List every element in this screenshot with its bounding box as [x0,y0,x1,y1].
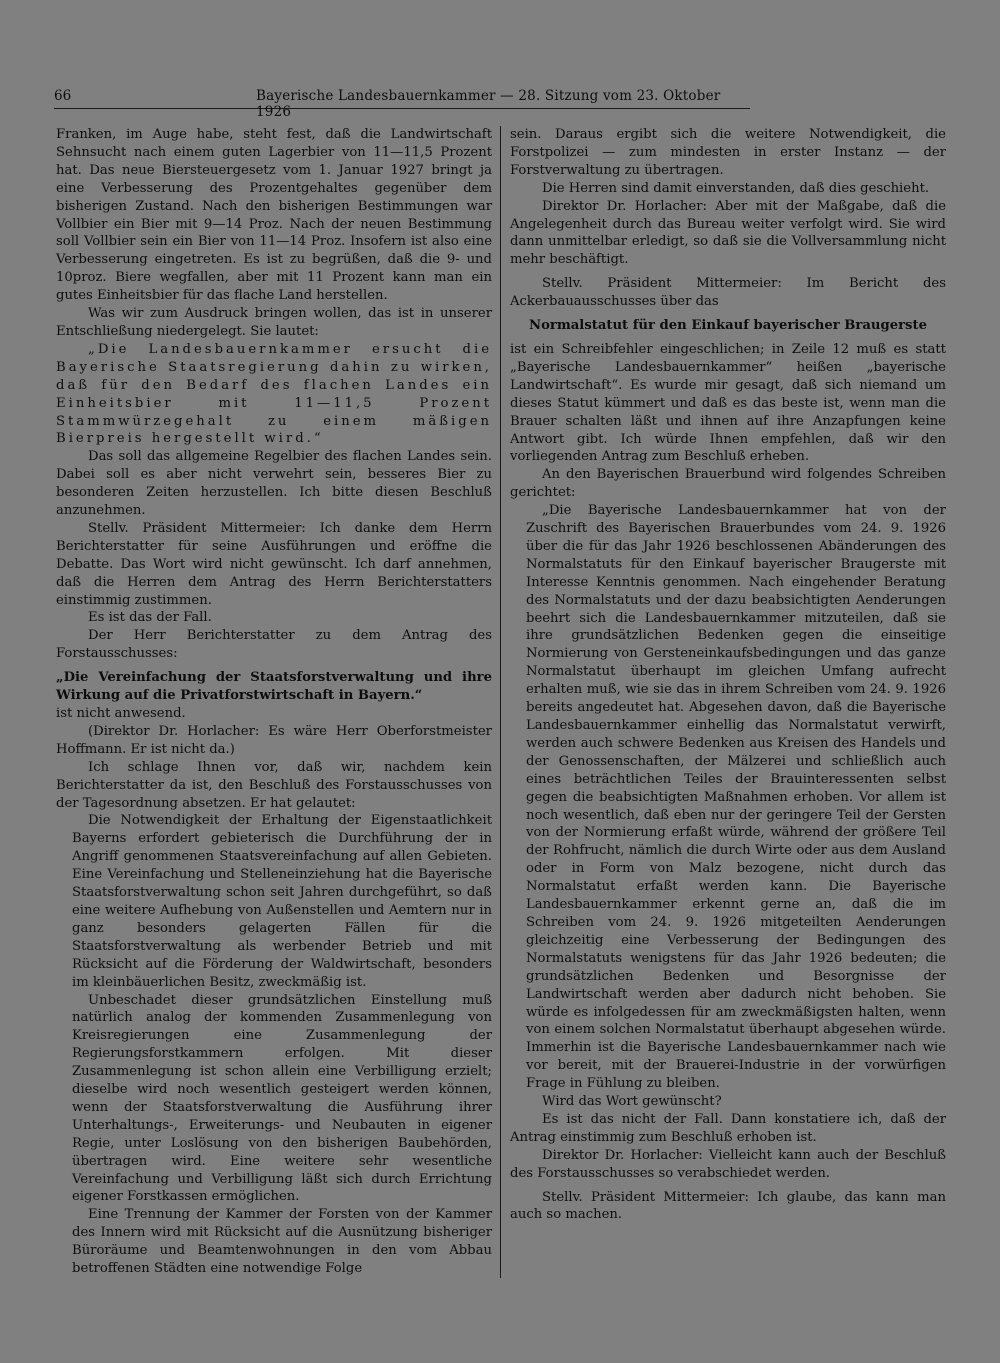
speaker-paragraph: Direktor Dr. Horlacher: Aber mit der Maßgabe, daß die Angelegenheit durch das Bureau weiter verfolgt wird. Sie wird dann unmittelbar erledigt, so daß sie die Vollversammlung nicht mehr beschäftigt. [510,198,946,268]
speaker-paragraph: Stellv. Präsident Mittermeier: Ich danke dem Herrn Berichterstatter für seine Ausführungen und eröffne die Debatte. Das Wort wird nicht gewünscht. Ich darf annehmen, daß die Herren dem Antrag des Herrn Berichterstatters einstimmig zustimmen. [56,520,492,608]
running-title: Bayerische Landesbauernkammer — 28. Sitzung vom 23. Oktober 1926 [256,88,721,120]
paragraph: Ich schlage Ihnen vor, daß wir, nachdem kein Berichterstatter da ist, den Beschluß des Forstausschusses von der Tagesordnung absetzen. Er hat gelautet: [56,759,492,811]
quoted-resolution: Die Notwendigkeit der Erhaltung der Eigenstaatlichkeit Bayerns erfordert gebieterisch die Durchführung der in Angriff genommenen Staatsvereinfachung auf allen Gebieten. Eine Vereinfachung und Stelleneinziehung hat die Bayerische Staatsforstverwaltung schon seit Jahren durchgeführt, so daß eine weitere Aufhebung von Außenstellen und Aemtern nur in ganz besonders gelagerten Fällen für die Staatsforstverwaltung als werbender Betrieb und mit Rücksicht auf die Förderung der Waldwirtschaft, besonders im kleinbäuerlichen Besitz, zweckmäßig ist. [72,813,492,990]
column-divider [500,126,501,1278]
motion-title: „Die Vereinfachung der Staatsforstverwaltung und ihre Wirkung auf die Privatforstwirtschaft in Bayern.“ [56,670,492,704]
paragraph: Es ist das der Fall. [88,610,212,626]
paragraph: Franken, im Auge habe, steht fest, daß die Landwirtschaft Sehnsucht nach einem guten Lagerbier von 11—11,5 Prozent hat. Das neue Biersteuergesetz vom 1. Januar 1927 bringt ja eine Verbesserung des Prozentgehaltes gegenüber dem bisherigen Zustand. Nach den bisherigen Bestimmungen war Vollbier ein Bier mit 9—14 Proz. Nach der neuen Bestimmung soll Vollbier sein ein Bier von 11—14 Proz. Insofern ist also eine Verbesserung eingetreten. Es ist zu begrüßen, daß die 9- und 10proz. Biere wegfallen, aber mit 11 Prozent kann man ein gutes Einheitsbier für das flache Land herstellen. [56,127,492,304]
speaker-paragraph: Stellv. Präsident Mittermeier: Im Bericht des Ackerbauausschusses über das [510,276,946,310]
right-column [510,126,946,1224]
left-column [56,126,492,1278]
speaker-paragraph: Stellv. Präsident Mittermeier: Ich glaube, das kann man auch so machen. [510,1189,946,1223]
quoted-resolution: Unbeschadet dieser grundsätzlichen Einstellung muß natürlich analog der kommenden Zusammenlegung von Kreisregierungen eine Zusammenlegung der Regierungsforstkammern erfolgen. Mit dieser Zusammenlegung ist schon allein eine Verbilligung erzielt; dieselbe wird noch wesentlich gesteigert werden können, wenn der Staatsforstverwaltung die Ausführung ihrer Unterhaltungs-, Erweiterungs- und Neubauten in eigener Regie, unter Loslösung von den bisherigen Baubehörden, übertragen wird. Eine weitere sehr wesentliche Vereinfachung und Verbilligung läßt sich durch Errichtung eigener Forstkassen ermöglichen. [72,992,492,1205]
paragraph: ist ein Schreibfehler eingeschlichen; in Zeile 12 muß es statt „Bayerische Landesbauernkammer“ heißen „bayerische Landwirtschaft“. Es wurde mir gesagt, daß sich niemand um dieses Statut kümmert und daß es das beste ist, wenn man die Brauer schalten läßt und ihnen auf ihre Anzapfungen keine Antwort gibt. Ich würde Ihnen empfehlen, daß wir den vorliegenden Antrag zum Beschluß erheben. [510,341,946,465]
speaker-paragraph: Direktor Dr. Horlacher: Vielleicht kann auch der Beschluß des Forstausschusses so verabschiedet werden. [510,1147,946,1181]
paragraph: ist nicht anwesend. [56,706,186,721]
paragraph: Die Herren sind damit einverstanden, daß dies geschieht. [542,180,930,196]
page-header [54,88,750,120]
quoted-letter: „Die Bayerische Landesbauernkammer hat von der Zuschrift des Bayerischen Brauerbundes vom 24. 9. 1926 über die für das Jahr 1926 beschlossenen Abänderungen des Normalstatuts für den Einkauf bayerischer Braugerste mit Interesse Kenntnis genommen. Nach eingehender Beratung des Normalstatuts und der dazu beabsichtigten Aenderungen beehrt sich die Landesbauernkammer mitzuteilen, daß sie ihre grundsätzlichen Bedenken gegen die einseitige Normierung von Gersteneinkaufsbedingungen und das ganze Normalstatut überhaupt im gleichen Umfang aufrecht erhalten muß, wie sie das in ihrem Schreiben vom 24. 9. 1926 bereits angedeutet hat. Abgesehen davon, daß die Bayerische Landesbauernkammer einhellig das Normalstatut verwirft, werden auch schwere Bedenken aus Kreisen des Handels und der Genossenschaften, der Mälzerei und schließlich auch eines beträchtlichen Teiles der Brauinteressenten selbst gegen die beabsichtigten Maßnahmen erhoben. Vor allem ist noch wesentlich, daß eben nur der geringere Teil der Gersten von der Normierung erfaßt würde, während der größere Teil der Rohfrucht, nämlich die durch Wirte oder aus dem Ausland oder in Form von Malz bezogene, nicht durch das Normalstatut erfaßt werden kann. Die Bayerische Landesbauernkammer erkennt gerne an, daß die im Schreiben vom 24. 9. 1926 mitgeteilten Aenderungen gleichzeitig eine Verbesserung der Bedingungen des Normalstatuts wenigstens für das Jahr 1926 bedeuten; die grundsätzlichen Bedenken und Besorgnisse der Landwirtschaft werden aber dadurch nicht behoben. Sie würde es infolgedessen für am zweckmäßigsten halten, wenn von einem solchen Normalstatut überhaupt abgesehen würde. Immerhin ist die Bayerische Landesbauernkammer nach wie vor bereit, mit der Brauerei-Industrie in der vorwürfigen Frage in Fühlung zu bleiben. [526,503,946,1092]
paragraph: An den Bayerischen Brauerbund wird folgendes Schreiben gerichtet: [510,467,946,501]
resolution-quote: „Die Landesbauernkammer ersucht die Bayerische Staatsregierung dahin zu wirken, daß für den Bedarf des flachen Landes ein Einheitsbier mit 11—11,5 Prozent Stammwürzegehalt zu einem mäßigen Bierpreis hergestellt wird.“ [56,341,492,447]
paragraph: Wird das Wort gewünscht? [542,1094,722,1110]
section-heading: Normalstatut für den Einkauf bayerischer Braugerste [529,318,927,334]
paragraph: Was wir zum Ausdruck bringen wollen, das ist in unserer Entschließung niedergelegt. Sie lautet: [56,306,492,339]
paragraph: Es ist das nicht der Fall. Dann konstatiere ich, daß der Antrag einstimmig zum Beschluß erhoben ist. [510,1111,946,1145]
paragraph: sein. Daraus ergibt sich die weitere Notwendigkeit, die Forstpolizei — zum mindesten in erster Instanz — der Forstverwaltung zu übertragen. [510,127,946,178]
interjection: (Direktor Dr. Horlacher: Es wäre Herr Oberforstmeister Hoffmann. Er ist nicht da.) [56,723,492,757]
paragraph: Der Herr Berichterstatter zu dem Antrag des Forstausschusses: [56,628,492,662]
page-number: 66 [54,88,72,104]
paragraph: Das soll das allgemeine Regelbier des flachen Landes sein. Dabei soll es aber nicht verwehrt sein, besseres Bier zu besonderen Zeiten herzustellen. Ich bitte diesen Beschluß anzunehmen. [56,449,492,519]
quoted-resolution: Eine Trennung der Kammer der Forsten von der Kammer des Innern wird mit Rücksicht auf die Ausnützung bisheriger Büroräume und Beamtenwohnungen in den vom Abbau betroffenen Städten eine notwendige Folge [72,1207,492,1277]
